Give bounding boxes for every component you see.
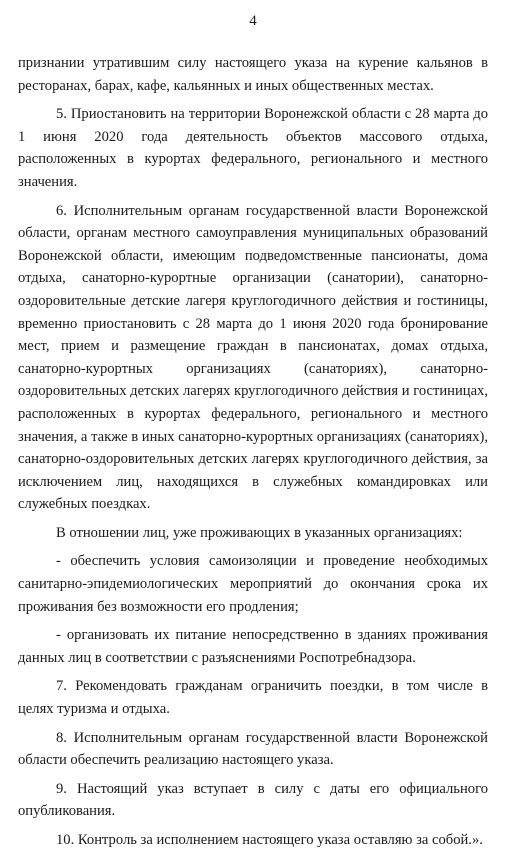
paragraph-item-5: 5. Приостановить на территории Воронежской области с 28 марта до 1 июня 2020 года деятельность объектов массового отдыха, расположенных в курортах федерального, регионального и местного значения.: [18, 106, 488, 190]
paragraph-item-9: 9. Настоящий указ вступает в силу с даты его официального опубликования.: [18, 780, 488, 820]
paragraph-item-7: 7. Рекомендовать гражданам ограничить поездки, в том числе в целях туризма и отдыха.: [18, 678, 488, 718]
paragraph-meals: - организовать их питание непосредственно в зданиях проживания данных лиц в соответствии с разъяснениями Роспотребнадзора.: [18, 627, 488, 666]
paragraph-item-10: 10. Контроль за исполнением настоящего указа оставляю за собой.».: [56, 832, 483, 848]
paragraph-item-8: 8. Исполнительным органам государственной власти Воронежской области обеспечить реализацию настоящего указа.: [18, 729, 488, 769]
page-number: 4: [249, 13, 257, 29]
paragraph-self-isolation: - обеспечить условия самоизоляции и проведение необходимых санитарно-эпидемиологических мероприятий до окончания срока их проживания без возможности его продления;: [18, 553, 488, 615]
paragraph-item-6: 6. Исполнительным органам государственной власти Воронежской области, органам местного самоуправления муниципальных образований Воронежской области, имеющим подведомственные пансионаты, дома отдыха, санаторно-курортные организации (санатории), санаторно-оздоровительные детские лагеря круглогодичного действия и гостиницы, временно приостановить с 28 марта до 1 июня 2020 года бронирование мест, прием и размещение граждан в пансионатах, домах отдыха, санаторно-курортных организациях (санаториях), санаторно-оздоровительных детских лагерях круглогодичного действия и гостиницах, расположенных в курортах федерального, регионального и местного значения, а также в иных санаторно-курортных организациях (санаториях), санаторно-оздоровительных детских лагерях круглогодичного действия, за исключением лиц, находящихся в служебных командировках или служебных поездках.: [18, 202, 488, 513]
paragraph-continuation: признании утратившим силу настоящего указа на курение кальянов в ресторанах, барах, кафе, кальянных и иных общественных местах.: [18, 55, 488, 94]
document-body: [18, 52, 488, 852]
paragraph-residents-intro: В отношении лиц, уже проживающих в указанных организациях:: [56, 524, 463, 541]
